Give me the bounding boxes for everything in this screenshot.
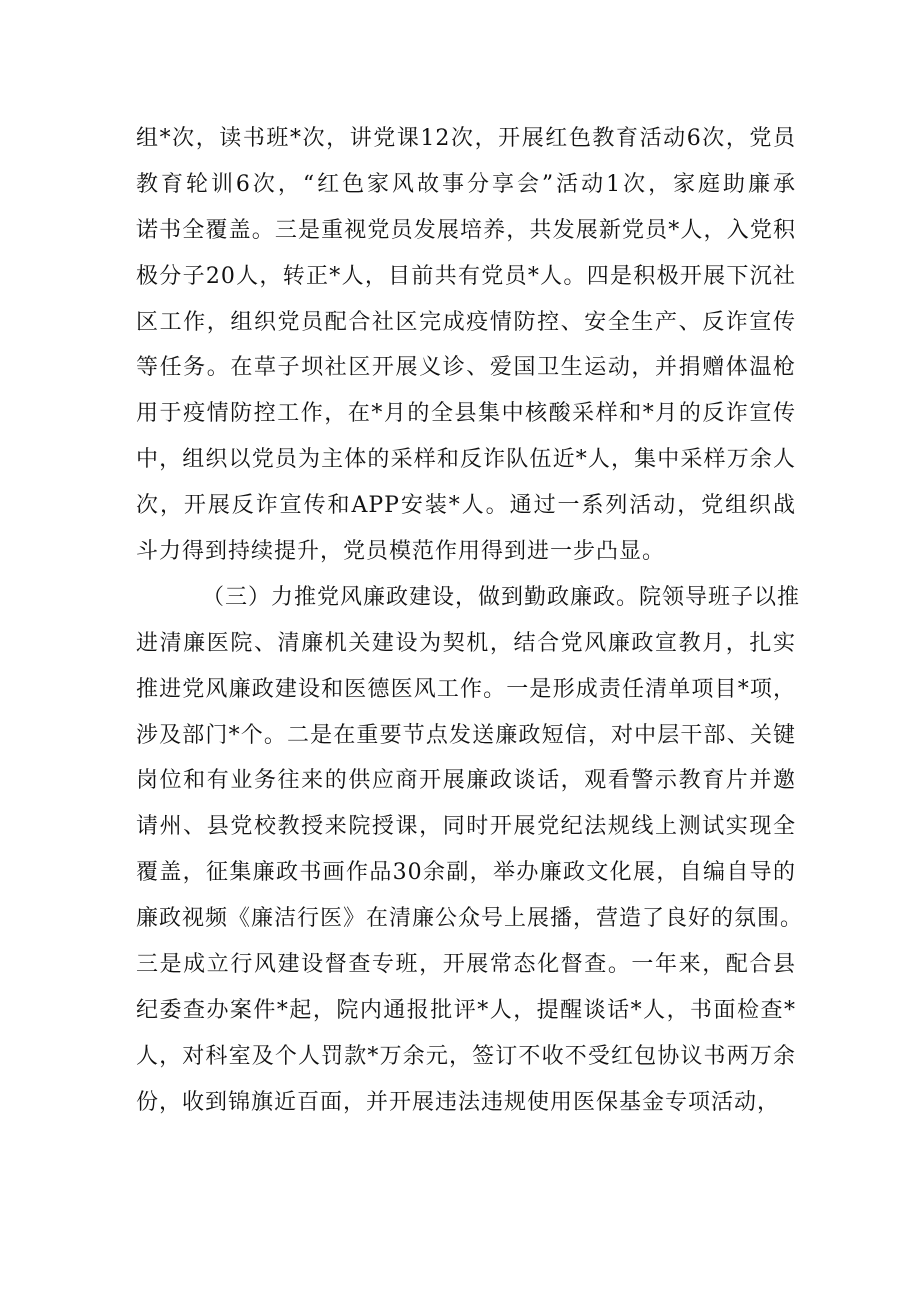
text-line: 区工作，组织党员配合社区完成疫情防控、安全生产、反诈宣传 — [136, 309, 796, 335]
text-line: 次，开展反诈宣传和APP安装*人。通过一系列活动，党组织战 — [136, 493, 796, 519]
text-line: 份，收到锦旗近百面，并开展违法违规使用医保基金专项活动， — [136, 1089, 781, 1115]
text-line: 岗位和有业务往来的供应商开展廉政谈话，观看警示教育片并邀 — [136, 768, 796, 794]
text-line: 等任务。在草子坝社区开展义诊、爱国卫生运动，并捐赠体温枪 — [136, 355, 796, 381]
text-line: 进清廉医院、清廉机关建设为契机，结合党风廉政宣教月，扎实 — [136, 630, 796, 656]
text-line: 廉政视频《廉洁行医》在清廉公众号上展播，营造了良好的氛围。 — [136, 906, 804, 932]
text-line: 覆盖，征集廉政书画作品30余副，举办廉政文化展，自编自导的 — [136, 860, 796, 886]
text-line: 涉及部门*个。二是在重要节点发送廉政短信，对中层干部、关键 — [136, 722, 796, 748]
section-heading-line: （三）力推党风廉政建设，做到勤政廉政。院领导班子以推 — [202, 584, 801, 610]
text-line: 纪委查办案件*起，院内通报批评*人，提醒谈话*人，书面检查* — [136, 997, 796, 1023]
text-line: 组*次，读书班*次，讲党课12次，开展红色教育活动6次，党员 — [136, 126, 796, 151]
text-line: 诺书全覆盖。三是重视党员发展培养，共发展新党员*人，入党积 — [136, 217, 796, 243]
text-line: 教育轮训6次，“红色家风故事分享会”活动1次，家庭助廉承 — [136, 171, 796, 197]
paragraph-end-line: 斗力得到持续提升，党员模范作用得到进一步凸显。 — [136, 539, 666, 565]
text-line: 中，组织以党员为主体的采样和反诈队伍近*人，集中采样万余人 — [136, 447, 796, 473]
text-line: 推进党风廉政建设和医德医风工作。一是形成责任清单项目*项， — [136, 676, 796, 702]
text-line: 用于疫情防控工作，在*月的全县集中核酸采样和*月的反诈宣传 — [136, 401, 796, 427]
text-line: 三是成立行风建设督查专班，开展常态化督查。一年来，配合县 — [136, 952, 796, 978]
text-line: 人，对科室及个人罚款*万余元，签订不收不受红包协议书两万余 — [136, 1043, 796, 1069]
body-text — [136, 116, 804, 1126]
text-line: 请州、县党校教授来院授课，同时开展党纪法规线上测试实现全 — [136, 814, 796, 840]
text-line: 极分子20人，转正*人，目前共有党员*人。四是积极开展下沉社 — [136, 263, 796, 289]
